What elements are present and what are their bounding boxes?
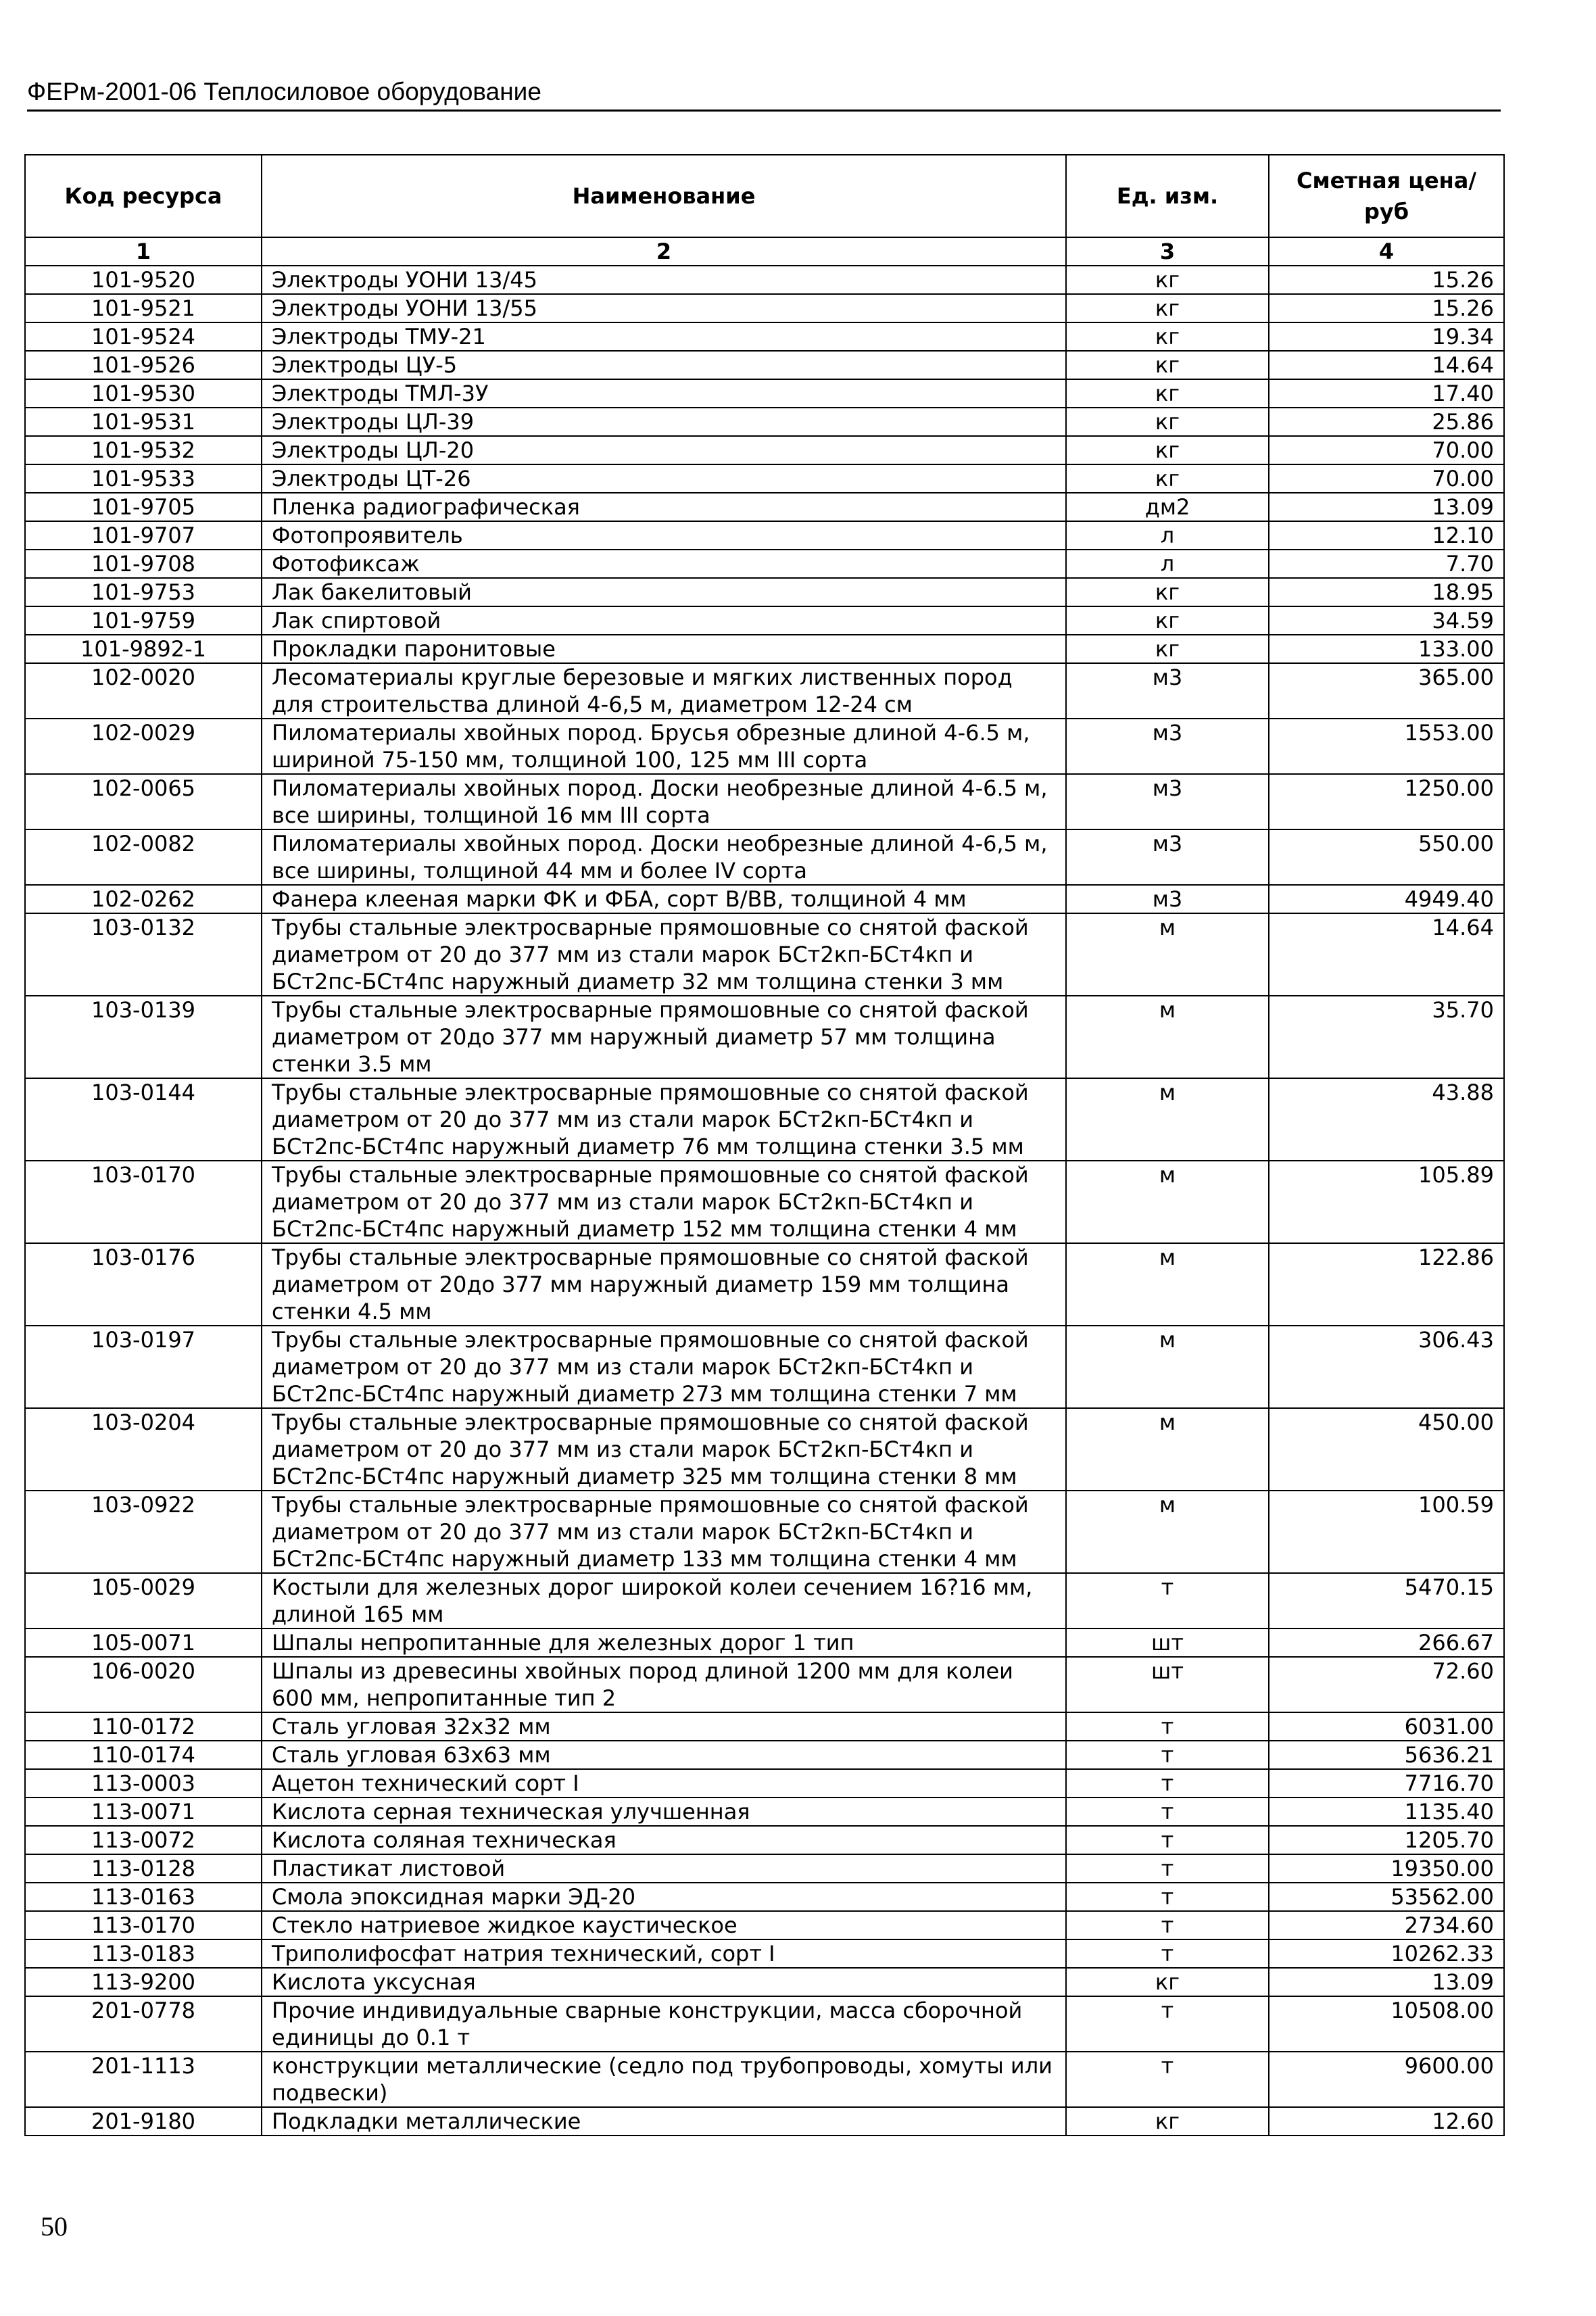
resource-code-cell: 101-9530	[25, 379, 262, 408]
table-row	[25, 493, 1504, 521]
resource-name-cell: Электроды ЦЛ-20	[262, 436, 1066, 464]
table-row	[25, 322, 1504, 351]
resource-name-cell: Трубы стальные электросварные прямошовные со снятой фаской диаметром от 20 до 377 мм из стали марок БСт2кп-БСт4кп и БСт2пс-БСт4пс наружный диаметр 76 мм толщина стенки 3.5 мм	[262, 1078, 1066, 1161]
unit-cell: м	[1066, 1243, 1269, 1326]
resource-name-cell: Кислота соляная техническая	[262, 1826, 1066, 1854]
unit-cell: т	[1066, 1769, 1269, 1798]
resource-code-cell: 101-9892-1	[25, 635, 262, 663]
price-cell: 14.64	[1269, 351, 1504, 379]
resource-code-cell: 103-0204	[25, 1408, 262, 1491]
price-cell: 17.40	[1269, 379, 1504, 408]
unit-cell: кг	[1066, 322, 1269, 351]
price-cell: 550.00	[1269, 829, 1504, 885]
price-cell: 34.59	[1269, 606, 1504, 635]
resource-code-cell: 106-0020	[25, 1657, 262, 1712]
resource-name-cell: Прокладки паронитовые	[262, 635, 1066, 663]
resource-name-cell: Стекло натриевое жидкое каустическое	[262, 1911, 1066, 1939]
resource-name-cell: Трубы стальные электросварные прямошовные со снятой фаской диаметром от 20до 377 мм наружный диаметр 159 мм толщина стенки 4.5 мм	[262, 1243, 1066, 1326]
unit-cell: м3	[1066, 885, 1269, 913]
price-cell: 12.60	[1269, 2107, 1504, 2136]
table-row	[25, 408, 1504, 436]
resource-name-cell: Кислота серная техническая улучшенная	[262, 1798, 1066, 1826]
table-row	[25, 1078, 1504, 1161]
resource-name-cell: Электроды ЦЛ-39	[262, 408, 1066, 436]
table-row	[25, 829, 1504, 885]
table-row	[25, 351, 1504, 379]
table-row	[25, 1491, 1504, 1573]
table-row	[25, 1326, 1504, 1408]
unit-cell: т	[1066, 1741, 1269, 1769]
table-row	[25, 1939, 1504, 1968]
resource-name-cell: Лак бакелитовый	[262, 578, 1066, 606]
resource-name-cell: Шпалы из древесины хвойных пород длиной 1200 мм для колеи 600 мм, непропитанные тип 2	[262, 1657, 1066, 1712]
price-cell: 15.26	[1269, 266, 1504, 294]
price-cell: 1250.00	[1269, 774, 1504, 829]
table-row	[25, 1883, 1504, 1911]
resource-name-cell: Подкладки металлические	[262, 2107, 1066, 2136]
resource-name-cell: Электроды ТМЛ-3У	[262, 379, 1066, 408]
price-cell: 2734.60	[1269, 1911, 1504, 1939]
resource-code-cell: 105-0071	[25, 1629, 262, 1657]
resource-code-cell: 101-9520	[25, 266, 262, 294]
resource-code-cell: 101-9707	[25, 521, 262, 550]
unit-cell: шт	[1066, 1657, 1269, 1712]
price-cell: 7.70	[1269, 550, 1504, 578]
unit-cell: кг	[1066, 294, 1269, 322]
resource-code-cell: 113-0170	[25, 1911, 262, 1939]
table-row	[25, 521, 1504, 550]
resource-name-cell: конструкции металлические (седло под трубопроводы, хомуты или подвески)	[262, 2052, 1066, 2107]
table-row	[25, 2052, 1504, 2107]
resource-name-cell: Триполифосфат натрия технический, сорт I	[262, 1939, 1066, 1968]
price-cell: 19350.00	[1269, 1854, 1504, 1883]
price-cell: 15.26	[1269, 294, 1504, 322]
unit-cell: т	[1066, 1911, 1269, 1939]
resource-code-cell: 110-0172	[25, 1712, 262, 1741]
resource-code-cell: 113-9200	[25, 1968, 262, 1996]
resource-name-cell: Кислота уксусная	[262, 1968, 1066, 1996]
price-cell: 306.43	[1269, 1326, 1504, 1408]
price-cell: 18.95	[1269, 578, 1504, 606]
table-row	[25, 1161, 1504, 1243]
price-cell: 9600.00	[1269, 2052, 1504, 2107]
unit-cell: м3	[1066, 719, 1269, 774]
resource-name-cell: Трубы стальные электросварные прямошовные со снятой фаской диаметром от 20до 377 мм наружный диаметр 57 мм толщина стенки 3.5 мм	[262, 996, 1066, 1078]
resource-name-cell: Сталь угловая 32х32 мм	[262, 1712, 1066, 1741]
resource-code-cell: 101-9759	[25, 606, 262, 635]
price-cell: 7716.70	[1269, 1769, 1504, 1798]
column-number: 2	[262, 237, 1066, 266]
unit-cell: кг	[1066, 578, 1269, 606]
resource-name-cell: Сталь угловая 63х63 мм	[262, 1741, 1066, 1769]
unit-cell: т	[1066, 1826, 1269, 1854]
resource-code-cell: 102-0065	[25, 774, 262, 829]
table-row	[25, 1657, 1504, 1712]
resource-code-cell: 102-0082	[25, 829, 262, 885]
price-cell: 266.67	[1269, 1629, 1504, 1657]
resource-code-cell: 101-9705	[25, 493, 262, 521]
table-row	[25, 719, 1504, 774]
resource-code-cell: 113-0072	[25, 1826, 262, 1854]
price-cell: 13.09	[1269, 493, 1504, 521]
column-number-row	[25, 237, 1504, 266]
resource-code-cell: 201-1113	[25, 2052, 262, 2107]
resource-name-cell: Смола эпоксидная марки ЭД-20	[262, 1883, 1066, 1911]
header-code: Код ресурса	[25, 155, 262, 237]
page-number: 50	[41, 2211, 68, 2242]
resource-code-cell: 113-0003	[25, 1769, 262, 1798]
resource-code-cell: 113-0071	[25, 1798, 262, 1826]
price-cell: 70.00	[1269, 464, 1504, 493]
table-row	[25, 1769, 1504, 1798]
resource-name-cell: Пиломатериалы хвойных пород. Брусья обрезные длиной 4-6.5 м, шириной 75-150 мм, толщиной 100, 125 мм III сорта	[262, 719, 1066, 774]
unit-cell: т	[1066, 1712, 1269, 1741]
unit-cell: т	[1066, 2052, 1269, 2107]
table-row	[25, 1798, 1504, 1826]
resource-code-cell: 101-9708	[25, 550, 262, 578]
unit-cell: м	[1066, 1161, 1269, 1243]
unit-cell: м	[1066, 1078, 1269, 1161]
table-body	[25, 237, 1504, 2136]
resource-code-cell: 110-0174	[25, 1741, 262, 1769]
resource-code-cell: 113-0183	[25, 1939, 262, 1968]
table-row	[25, 1243, 1504, 1326]
resource-code-cell: 201-9180	[25, 2107, 262, 2136]
header-unit: Ед. изм.	[1066, 155, 1269, 237]
table-row	[25, 379, 1504, 408]
unit-cell: кг	[1066, 635, 1269, 663]
price-cell: 72.60	[1269, 1657, 1504, 1712]
resource-name-cell: Трубы стальные электросварные прямошовные со снятой фаской диаметром от 20 до 377 мм из стали марок БСт2кп-БСт4кп и БСт2пс-БСт4пс наружный диаметр 133 мм толщина стенки 4 мм	[262, 1491, 1066, 1573]
unit-cell: шт	[1066, 1629, 1269, 1657]
price-cell: 14.64	[1269, 913, 1504, 996]
unit-cell: т	[1066, 1573, 1269, 1629]
resource-code-cell: 103-0144	[25, 1078, 262, 1161]
resource-code-cell: 103-0922	[25, 1491, 262, 1573]
price-cell: 43.88	[1269, 1078, 1504, 1161]
resource-code-cell: 113-0128	[25, 1854, 262, 1883]
resource-name-cell: Трубы стальные электросварные прямошовные со снятой фаской диаметром от 20 до 377 мм из стали марок БСт2кп-БСт4кп и БСт2пс-БСт4пс наружный диаметр 273 мм толщина стенки 7 мм	[262, 1326, 1066, 1408]
price-cell: 70.00	[1269, 436, 1504, 464]
unit-cell: кг	[1066, 351, 1269, 379]
unit-cell: м3	[1066, 774, 1269, 829]
resource-name-cell: Прочие индивидуальные сварные конструкции, масса сборочной единицы до 0.1 т	[262, 1996, 1066, 2052]
table-row	[25, 550, 1504, 578]
table-row	[25, 578, 1504, 606]
table-row	[25, 436, 1504, 464]
resource-name-cell: Ацетон технический сорт I	[262, 1769, 1066, 1798]
price-cell: 25.86	[1269, 408, 1504, 436]
column-number: 4	[1269, 237, 1504, 266]
price-cell: 19.34	[1269, 322, 1504, 351]
price-cell: 10508.00	[1269, 1996, 1504, 2052]
resource-name-cell: Пиломатериалы хвойных пород. Доски необрезные длиной 4-6,5 м, все ширины, толщиной 44 мм и более IV сорта	[262, 829, 1066, 885]
table-row	[25, 606, 1504, 635]
unit-cell: м	[1066, 1408, 1269, 1491]
table-row	[25, 1712, 1504, 1741]
unit-cell: т	[1066, 1854, 1269, 1883]
resource-name-cell: Пиломатериалы хвойных пород. Доски необрезные длиной 4-6.5 м, все ширины, толщиной 16 мм III сорта	[262, 774, 1066, 829]
price-cell: 122.86	[1269, 1243, 1504, 1326]
price-cell: 4949.40	[1269, 885, 1504, 913]
column-number: 3	[1066, 237, 1269, 266]
table-row	[25, 1911, 1504, 1939]
page-header: ФЕРм-2001-06 Теплосиловое оборудование	[27, 74, 1501, 112]
unit-cell: м3	[1066, 663, 1269, 719]
table-header-row	[25, 155, 1504, 237]
table-row	[25, 885, 1504, 913]
price-cell: 5470.15	[1269, 1573, 1504, 1629]
unit-cell: л	[1066, 521, 1269, 550]
resource-name-cell: Электроды ТМУ-21	[262, 322, 1066, 351]
resource-name-cell: Пленка радиографическая	[262, 493, 1066, 521]
resource-name-cell: Фанера клееная марки ФК и ФБА, сорт В/ВВ, толщиной 4 мм	[262, 885, 1066, 913]
table-row	[25, 913, 1504, 996]
price-cell: 450.00	[1269, 1408, 1504, 1491]
column-number: 1	[25, 237, 262, 266]
resource-code-cell: 103-0139	[25, 996, 262, 1078]
price-cell: 365.00	[1269, 663, 1504, 719]
unit-cell: м3	[1066, 829, 1269, 885]
unit-cell: кг	[1066, 2107, 1269, 2136]
resource-name-cell: Шпалы непропитанные для железных дорог 1 тип	[262, 1629, 1066, 1657]
price-cell: 1135.40	[1269, 1798, 1504, 1826]
resource-code-cell: 103-0176	[25, 1243, 262, 1326]
price-cell: 10262.33	[1269, 1939, 1504, 1968]
unit-cell: м	[1066, 996, 1269, 1078]
table-row	[25, 266, 1504, 294]
resource-code-cell: 101-9753	[25, 578, 262, 606]
resource-name-cell: Электроды ЦТ-26	[262, 464, 1066, 493]
price-cell: 133.00	[1269, 635, 1504, 663]
resource-code-cell: 105-0029	[25, 1573, 262, 1629]
price-table	[24, 154, 1505, 2136]
table-row	[25, 635, 1504, 663]
header-price: Сметная цена/руб	[1269, 155, 1504, 237]
table-row	[25, 1408, 1504, 1491]
resource-name-cell: Электроды УОНИ 13/55	[262, 294, 1066, 322]
price-cell: 6031.00	[1269, 1712, 1504, 1741]
unit-cell: м	[1066, 1326, 1269, 1408]
table-row	[25, 294, 1504, 322]
resource-code-cell: 102-0020	[25, 663, 262, 719]
price-cell: 100.59	[1269, 1491, 1504, 1573]
unit-cell: кг	[1066, 464, 1269, 493]
table-row	[25, 464, 1504, 493]
header-name: Наименование	[262, 155, 1066, 237]
table-row	[25, 2107, 1504, 2136]
resource-code-cell: 102-0262	[25, 885, 262, 913]
table-row	[25, 663, 1504, 719]
resource-code-cell: 102-0029	[25, 719, 262, 774]
unit-cell: м	[1066, 1491, 1269, 1573]
resource-code-cell: 103-0132	[25, 913, 262, 996]
resource-code-cell: 113-0163	[25, 1883, 262, 1911]
unit-cell: т	[1066, 1798, 1269, 1826]
resource-name-cell: Фотопроявитель	[262, 521, 1066, 550]
resource-name-cell: Костыли для железных дорог широкой колеи сечением 16?16 мм, длиной 165 мм	[262, 1573, 1066, 1629]
unit-cell: дм2	[1066, 493, 1269, 521]
table-row	[25, 1996, 1504, 2052]
unit-cell: кг	[1066, 1968, 1269, 1996]
resource-code-cell: 101-9526	[25, 351, 262, 379]
table-row	[25, 996, 1504, 1078]
unit-cell: кг	[1066, 606, 1269, 635]
resource-name-cell: Электроды УОНИ 13/45	[262, 266, 1066, 294]
unit-cell: т	[1066, 1939, 1269, 1968]
resource-name-cell: Пластикат листовой	[262, 1854, 1066, 1883]
price-cell: 53562.00	[1269, 1883, 1504, 1911]
resource-name-cell: Трубы стальные электросварные прямошовные со снятой фаской диаметром от 20 до 377 мм из стали марок БСт2кп-БСт4кп и БСт2пс-БСт4пс наружный диаметр 325 мм толщина стенки 8 мм	[262, 1408, 1066, 1491]
price-cell: 12.10	[1269, 521, 1504, 550]
table-row	[25, 1854, 1504, 1883]
resource-name-cell: Трубы стальные электросварные прямошовные со снятой фаской диаметром от 20 до 377 мм из стали марок БСт2кп-БСт4кп и БСт2пс-БСт4пс наружный диаметр 32 мм толщина стенки 3 мм	[262, 913, 1066, 996]
table-row	[25, 1573, 1504, 1629]
resource-name-cell: Электроды ЦУ-5	[262, 351, 1066, 379]
table-row	[25, 1629, 1504, 1657]
resource-name-cell: Трубы стальные электросварные прямошовные со снятой фаской диаметром от 20 до 377 мм из стали марок БСт2кп-БСт4кп и БСт2пс-БСт4пс наружный диаметр 152 мм толщина стенки 4 мм	[262, 1161, 1066, 1243]
unit-cell: т	[1066, 1996, 1269, 2052]
resource-code-cell: 101-9533	[25, 464, 262, 493]
resource-code-cell: 201-0778	[25, 1996, 262, 2052]
resource-code-cell: 103-0170	[25, 1161, 262, 1243]
price-cell: 1553.00	[1269, 719, 1504, 774]
table-row	[25, 1741, 1504, 1769]
price-cell: 35.70	[1269, 996, 1504, 1078]
resource-code-cell: 101-9524	[25, 322, 262, 351]
unit-cell: кг	[1066, 379, 1269, 408]
resource-name-cell: Лесоматериалы круглые березовые и мягких лиственных пород для строительства длиной 4-6,5 м, диаметром 12-24 см	[262, 663, 1066, 719]
resource-code-cell: 101-9532	[25, 436, 262, 464]
resource-code-cell: 101-9521	[25, 294, 262, 322]
table-row	[25, 1968, 1504, 1996]
table-row	[25, 774, 1504, 829]
resource-name-cell: Лак спиртовой	[262, 606, 1066, 635]
price-cell: 13.09	[1269, 1968, 1504, 1996]
unit-cell: кг	[1066, 266, 1269, 294]
price-cell: 1205.70	[1269, 1826, 1504, 1854]
resource-code-cell: 101-9531	[25, 408, 262, 436]
resource-name-cell: Фотофиксаж	[262, 550, 1066, 578]
resource-code-cell: 103-0197	[25, 1326, 262, 1408]
unit-cell: кг	[1066, 436, 1269, 464]
unit-cell: м	[1066, 913, 1269, 996]
unit-cell: кг	[1066, 408, 1269, 436]
unit-cell: л	[1066, 550, 1269, 578]
table-row	[25, 1826, 1504, 1854]
price-cell: 5636.21	[1269, 1741, 1504, 1769]
price-cell: 105.89	[1269, 1161, 1504, 1243]
unit-cell: т	[1066, 1883, 1269, 1911]
